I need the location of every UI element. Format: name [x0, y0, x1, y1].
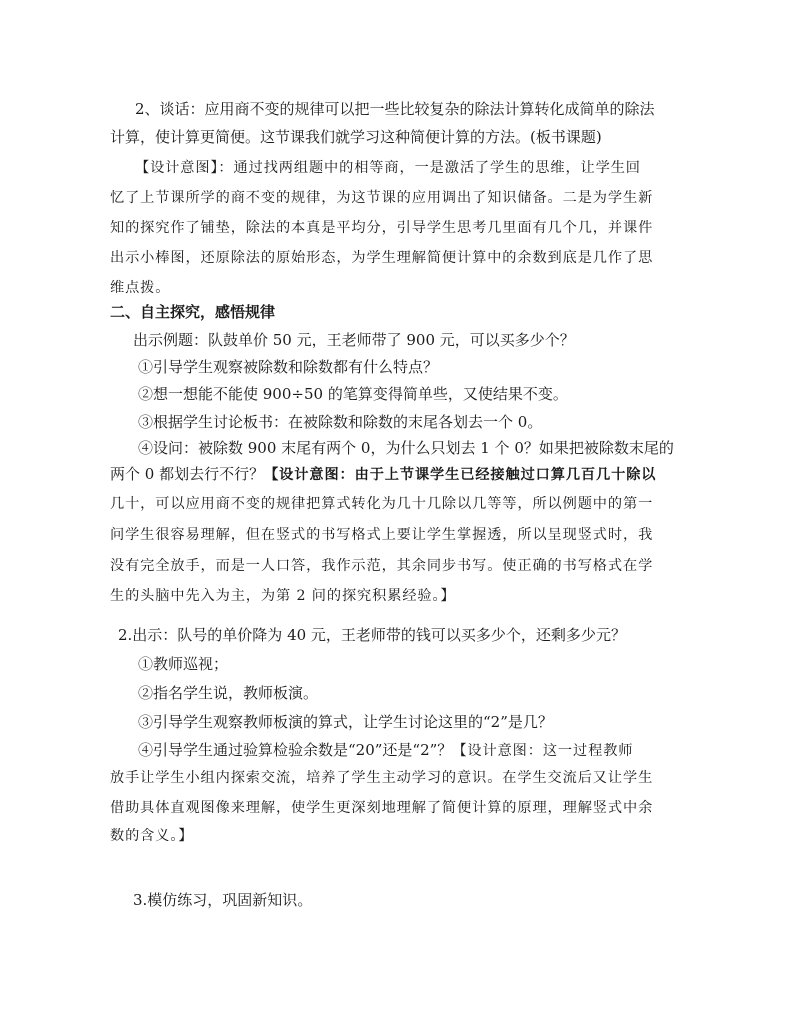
design-note-1-line-3: 知的探究作了铺垫，除法的本真是平均分，引导学生思考几里面有几个几，并课件 [110, 220, 654, 236]
step-2: ②想一想能不能使 900÷50 的笔算变得简单些，又使结果不变。 [138, 385, 568, 403]
section-heading: 二、自主探究，感悟规律 [110, 303, 276, 321]
part-2-step-2: ②指名学生说，教师板演。 [138, 684, 319, 702]
talk-paragraph-line-1: 2、谈话：应用商不变的规律可以把一些比较复杂的除法计算转化成简单的除法 [135, 100, 655, 118]
design-note-1-line-2: 忆了上节课所学的商不变的规律，为这节课的应用调出了知识储备。二是为学生新 [110, 190, 654, 206]
step-4-line-1: ④设问：被除数 900 末尾有两个 0，为什么只划去 1 个 0？如果把被除数末尾的 [138, 439, 674, 457]
step-1: ①引导学生观察被除数和除数都有什么特点？ [138, 358, 439, 376]
design-note-1-line-5: 维点拨。 [110, 280, 171, 296]
design-note-3-line-2: 放手让学生小组内探索交流，培养了学生主动学习的意识。在学生交流后又让学生 [110, 770, 654, 786]
part-2-step-1: ①教师巡视； [138, 655, 229, 673]
design-note-2-start: 【设计意图：由于上节课学生已经接触过口算几百几十除以 [264, 467, 657, 483]
part-2-intro: 2.出示：队号的单价降为 40 元，王老师带的钱可以买多少个，还剩多少元？ [118, 626, 626, 644]
part-2-step-4-text: ④引导学生通过验算检验余数是“20”还是“2”？ [138, 741, 453, 759]
talk-paragraph-line-2: 计算，使计算更简便。这节课我们就学习这种简便计算的方法。(板书课题) [110, 128, 602, 146]
design-note-1-line-1: 【设计意图】：通过找两组题中的相等商，一是激活了学生的思维，让学生回 [135, 160, 641, 176]
design-note-2-line-3: 问学生很容易理解，但在竖式的书写格式上要让学生掌握透，所以呈现竖式时，我 [110, 527, 654, 543]
part-3-intro: 3.模仿练习，巩固新知识。 [133, 891, 313, 909]
step-4-line-2 [110, 464, 656, 485]
step-3: ③根据学生讨论板书：在被除数和除数的末尾各划去一个 0。 [138, 413, 543, 431]
design-note-2-line-4: 没有完全放手，而是一人口答，我作示范，其余同步书写。使正确的书写格式在学 [110, 558, 654, 574]
part-2-step-3: ③引导学生观察教师板演的算式，让学生讨论这里的“2”是几？ [138, 713, 553, 731]
step-4-question: 两个 0 都划去行不行？ [110, 465, 265, 483]
design-note-2-line-5: 生的头脑中先入为主，为第 2 问的探究积累经验。】 [110, 588, 456, 604]
design-note-1-line-4: 出示小棒图，还原除法的原始形态，为学生理解简便计算中的余数到底是几作了思 [110, 250, 654, 266]
design-note-3-start: 【设计意图：这一过程教师 [452, 743, 634, 759]
example-problem: 出示例题：队鼓单价 50 元，王老师带了 900 元，可以买多少个？ [133, 331, 575, 349]
design-note-3-line-4: 数的含义。】 [110, 828, 194, 844]
design-note-3-line-3: 借助具体直观图像来理解，使学生更深刻地理解了简便计算的原理，理解竖式中余 [110, 800, 654, 816]
part-2-step-4 [138, 740, 633, 761]
design-note-2-line-2: 几十，可以应用商不变的规律把算式转化为几十几除以几等等，所以例题中的第一 [110, 496, 654, 512]
